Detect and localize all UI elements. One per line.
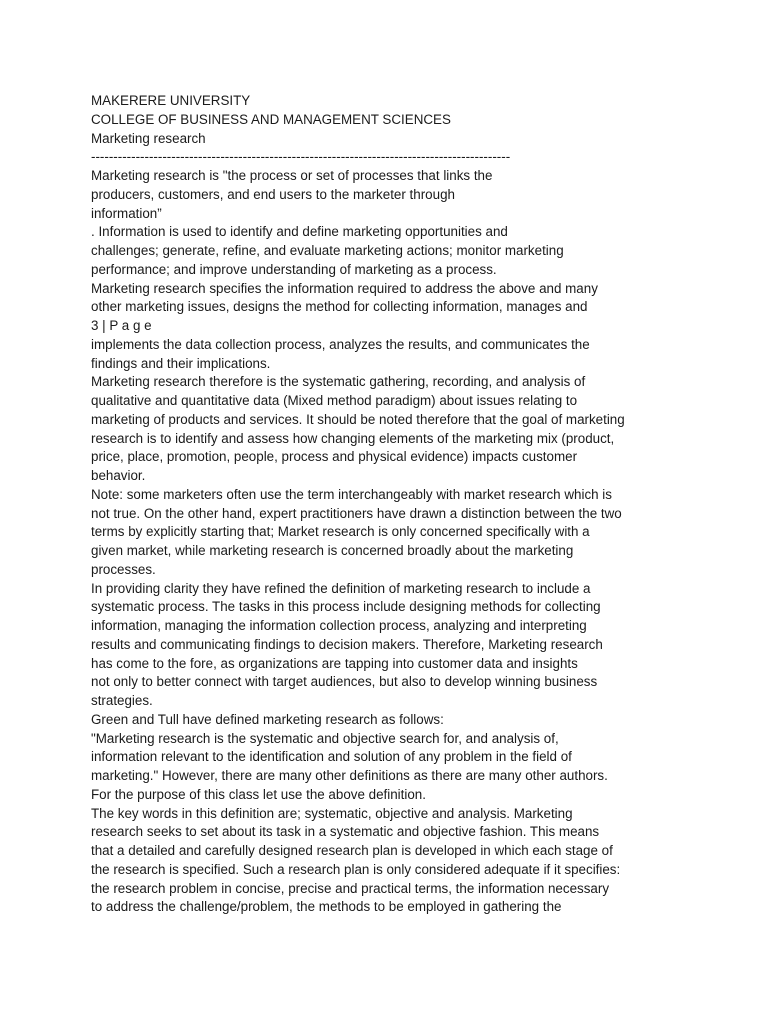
- text-line: information relevant to the identification and solution of any problem in the field of: [91, 749, 572, 765]
- text-line: terms by explicitly starting that; Market research is only concerned specifically with a: [91, 524, 590, 540]
- text-line: information”: [91, 205, 162, 221]
- text-line: results and communicating findings to decision makers. Therefore, Marketing research: [91, 636, 603, 652]
- text-line: the research is specified. Such a research plan is only considered adequate if it specifies:: [91, 861, 621, 877]
- text-line: price, place, promotion, people, process and physical evidence) impacts customer: [91, 449, 578, 465]
- text-line: systematic process. The tasks in this process include designing methods for collecting: [91, 599, 601, 615]
- text-line: the research problem in concise, precise and practical terms, the information necessary: [91, 880, 610, 896]
- text-line: Note: some marketers often use the term interchangeably with market research which is: [91, 486, 612, 502]
- text-line: strategies.: [91, 693, 153, 708]
- text-line: information, managing the information collection process, analyzing and interpreting: [91, 618, 587, 633]
- document-body: [91, 92, 651, 917]
- text-line: not true. On the other hand, expert practitioners have drawn a distinction between the two: [91, 505, 622, 521]
- text-line: Green and Tull have defined marketing research as follows:: [91, 711, 444, 727]
- university-name: MAKERERE UNIVERSITY: [91, 93, 251, 108]
- text-line: to address the challenge/problem, the methods to be employed in gathering the: [91, 899, 562, 915]
- text-line: marketing of products and services. It should be noted therefore that the goal of marketing: [91, 411, 625, 427]
- text-line: Marketing research therefore is the systematic gathering, recording, and analysis of: [91, 374, 586, 390]
- text-line: qualitative and quantitative data (Mixed method paradigm) about issues relating to: [91, 393, 578, 408]
- text-line: Marketing research is "the process or set of processes that links the: [91, 168, 493, 183]
- text-line: implements the data collection process, analyzes the results, and communicates the: [91, 336, 590, 352]
- text-line: . Information is used to identify and define marketing opportunities and: [91, 224, 508, 240]
- text-line: that a detailed and carefully designed research plan is developed in which each stage of: [91, 843, 613, 858]
- text-line: "Marketing research is the systematic and objective search for, and analysis of,: [91, 730, 559, 746]
- text-line: performance; and improve understanding of marketing as a process.: [91, 261, 497, 277]
- text-line: producers, customers, and end users to the marketer through: [91, 186, 455, 202]
- text-line: has come to the fore, as organizations are tapping into customer data and insights: [91, 655, 578, 671]
- text-line: not only to better connect with target audiences, but also to develop winning business: [91, 674, 598, 690]
- text-line: findings and their implications.: [91, 355, 271, 371]
- separator-line: ----------------------------------------------------------------------------------------------: [91, 149, 511, 165]
- text-line: marketing." However, there are many other definitions as there are many other authors.: [91, 768, 608, 783]
- text-line: other marketing issues, designs the method for collecting information, manages and: [91, 299, 588, 315]
- text-line: research seeks to set about its task in a systematic and objective fashion. This means: [91, 824, 600, 840]
- text-line: processes.: [91, 561, 156, 577]
- college-name: COLLEGE OF BUSINESS AND MANAGEMENT SCIENCES: [91, 111, 451, 127]
- page-number-marker: 3 | P a g e: [91, 318, 152, 333]
- text-line: The key words in this definition are; systematic, objective and analysis. Marketing: [91, 805, 573, 821]
- text-line: given market, while marketing research is concerned broadly about the marketing: [91, 543, 574, 558]
- text-line: For the purpose of this class let use the above definition.: [91, 786, 426, 802]
- document-title: Marketing research: [91, 130, 206, 146]
- text-line: Marketing research specifies the information required to address the above and many: [91, 280, 598, 296]
- text-line: behavior.: [91, 468, 146, 483]
- text-line: challenges; generate, refine, and evaluate marketing actions; monitor marketing: [91, 243, 564, 258]
- text-line: In providing clarity they have refined the definition of marketing research to include a: [91, 580, 591, 596]
- text-line: research is to identify and assess how changing elements of the marketing mix (product,: [91, 430, 615, 446]
